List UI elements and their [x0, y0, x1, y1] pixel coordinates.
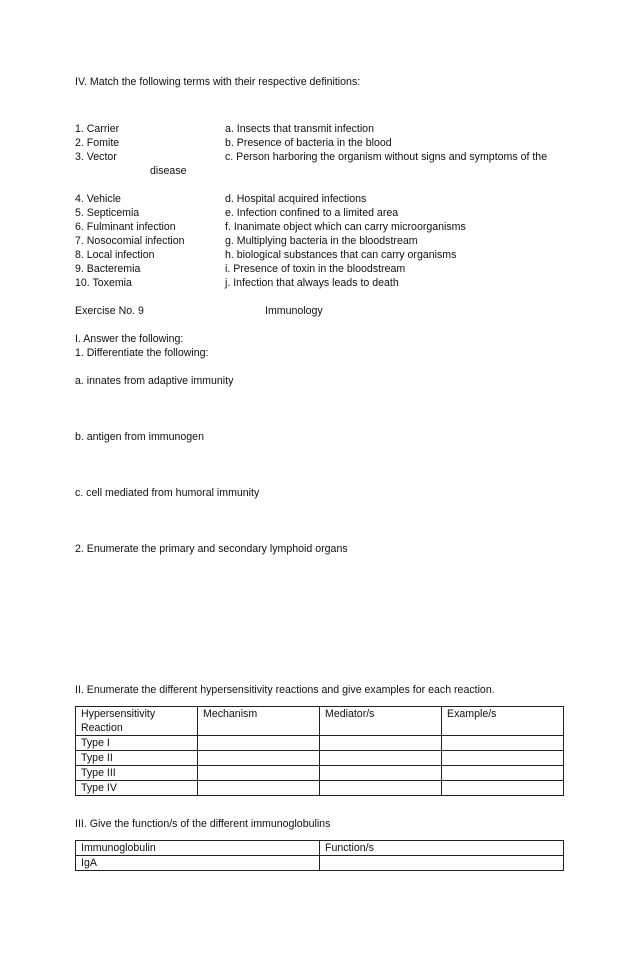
hypersensitivity-table	[75, 706, 564, 796]
header-cell: Hypersensitivity Reaction	[76, 707, 198, 736]
match-definition: c. Person harboring the organism without signs and symptoms of the	[225, 151, 548, 163]
match-term: 4. Vehicle	[75, 193, 121, 205]
table-row	[76, 751, 564, 766]
match-term: 7. Nosocomial infection	[75, 235, 185, 247]
blank-cell[interactable]	[320, 781, 442, 796]
table-header-row	[76, 841, 564, 856]
blank-cell[interactable]	[442, 751, 564, 766]
row-label-cell: Type IV	[76, 781, 198, 796]
row-label-cell: IgA	[76, 856, 320, 871]
blank-cell[interactable]	[198, 736, 320, 751]
blank-cell[interactable]	[320, 751, 442, 766]
blank-cell[interactable]	[442, 781, 564, 796]
match-definition: i. Presence of toxin in the bloodstream	[225, 263, 406, 275]
blank-cell[interactable]	[320, 856, 564, 871]
part3-heading: III. Give the function/s of the different immunoglobulins	[75, 818, 331, 830]
row-label-cell: Type II	[76, 751, 198, 766]
header-cell: Mediator/s	[320, 707, 442, 736]
match-term: 2. Fomite	[75, 137, 120, 149]
match-term: 9. Bacteremia	[75, 263, 141, 275]
match-term: 8. Local infection	[75, 249, 155, 261]
match-term: 1. Carrier	[75, 123, 120, 135]
match-term: 10. Toxemia	[75, 277, 132, 289]
part1-heading: I. Answer the following:	[75, 333, 184, 345]
header-cell: Immunoglobulin	[76, 841, 320, 856]
blank-cell[interactable]	[442, 766, 564, 781]
row-label-cell: Type I	[76, 736, 198, 751]
immunoglobulin-table	[75, 840, 564, 871]
match-definition: j. Infection that always leads to death	[225, 277, 399, 289]
header-cell: Mechanism	[198, 707, 320, 736]
match-definition: g. Multiplying bacteria in the bloodstream	[225, 235, 418, 247]
match-definition: f. Inanimate object which can carry microorganisms	[225, 221, 466, 233]
exercise-number: Exercise No. 9	[75, 305, 144, 317]
exercise-title: Immunology	[265, 305, 323, 317]
match-definition: e. Infection confined to a limited area	[225, 207, 399, 219]
match-term: 5. Septicemia	[75, 207, 140, 219]
blank-cell[interactable]	[198, 766, 320, 781]
header-cell: Example/s	[442, 707, 564, 736]
table-row	[76, 766, 564, 781]
blank-cell[interactable]	[198, 751, 320, 766]
blank-cell[interactable]	[320, 766, 442, 781]
header-cell: Function/s	[320, 841, 564, 856]
match-definition: a. Insects that transmit infection	[225, 123, 374, 135]
question-1c: c. cell mediated from humoral immunity	[75, 487, 260, 499]
blank-cell[interactable]	[320, 736, 442, 751]
match-definition: d. Hospital acquired infections	[225, 193, 367, 205]
match-definition: h. biological substances that can carry organisms	[225, 249, 457, 261]
blank-cell[interactable]	[442, 736, 564, 751]
match-term: 3. Vector	[75, 151, 117, 163]
row-label-cell: Type III	[76, 766, 198, 781]
table-row	[76, 736, 564, 751]
table-header-row	[76, 707, 564, 736]
question-1b: b. antigen from immunogen	[75, 431, 204, 443]
match-term: 6. Fulminant infection	[75, 221, 176, 233]
blank-cell[interactable]	[198, 781, 320, 796]
question-2: 2. Enumerate the primary and secondary lymphoid organs	[75, 543, 348, 555]
match-heading: IV. Match the following terms with their respective definitions:	[75, 76, 361, 88]
match-definition: b. Presence of bacteria in the blood	[225, 137, 392, 149]
definition-wrap-text: disease	[150, 165, 187, 177]
table-row	[76, 856, 564, 871]
part2-heading: II. Enumerate the different hypersensitivity reactions and give examples for each reaction.	[75, 684, 495, 696]
question-1a: a. innates from adaptive immunity	[75, 375, 234, 387]
question-1: 1. Differentiate the following:	[75, 347, 209, 359]
table-row	[76, 781, 564, 796]
